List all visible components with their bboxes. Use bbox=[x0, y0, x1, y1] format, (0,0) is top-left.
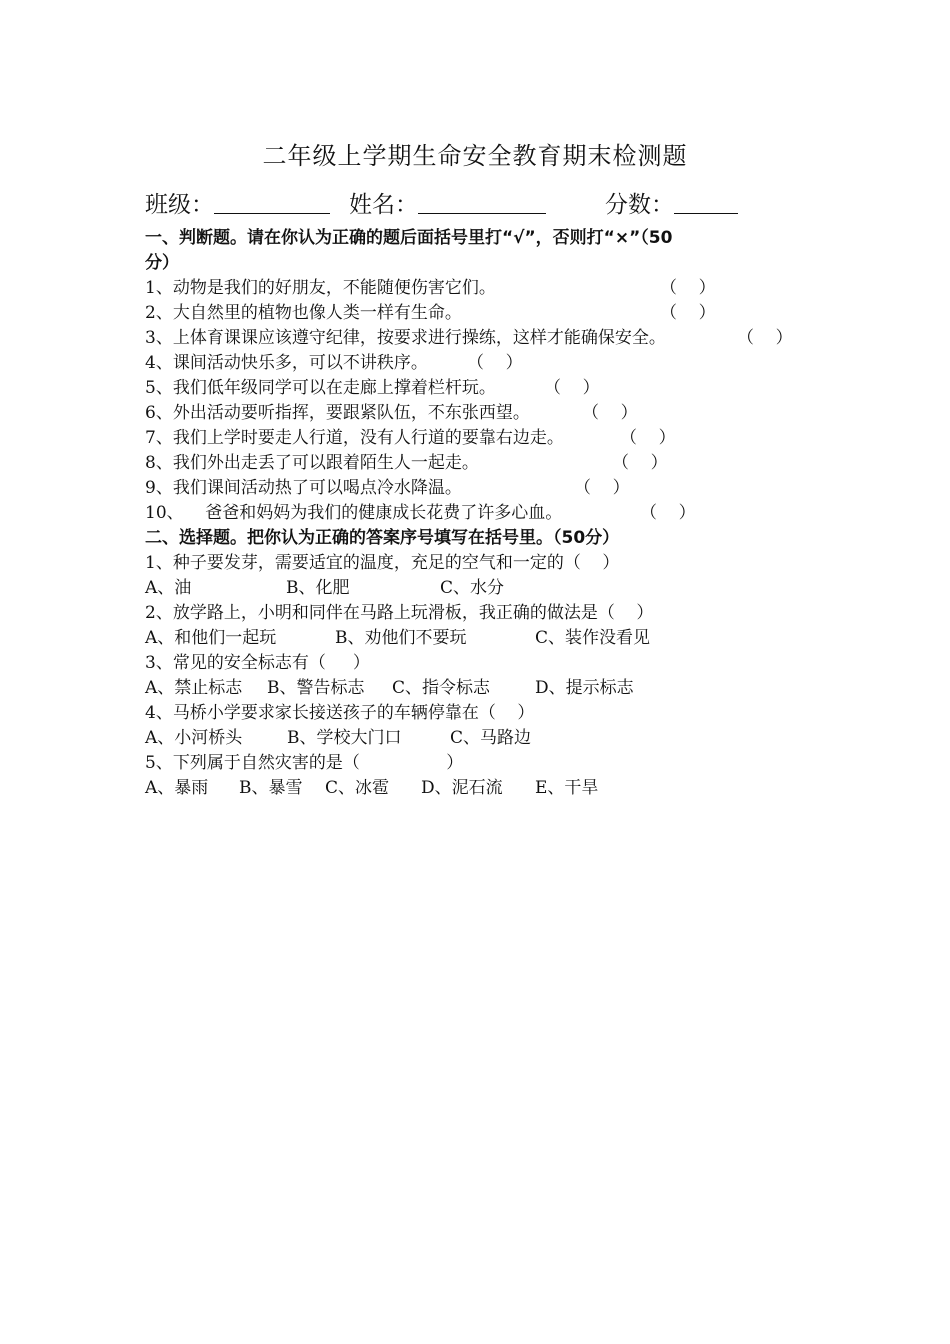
option: A、和他们一起玩 bbox=[145, 628, 277, 648]
score-blank bbox=[674, 191, 738, 214]
judge-item-8-paren: （ ） bbox=[612, 453, 668, 473]
judge-item-1: 1、动物是我们的好朋友，不能随便伤害它们。 bbox=[145, 278, 496, 298]
choice-question-3: 3、常见的安全标志有（ ） bbox=[145, 653, 370, 673]
option: A、小河桥头 bbox=[145, 728, 243, 748]
section1-heading-cont: 分） bbox=[145, 253, 179, 273]
judge-item-8: 8、我们外出走丢了可以跟着陌生人一起走。 bbox=[145, 453, 479, 473]
option: C、水分 bbox=[440, 578, 505, 598]
choice-question-1: 1、种子要发芽，需要适宜的温度，充足的空气和一定的（ ） bbox=[145, 553, 620, 573]
judge-item-5: 5、我们低年级同学可以在走廊上撑着栏杆玩。 bbox=[145, 378, 496, 398]
option: D、提示标志 bbox=[535, 678, 634, 698]
option: B、化肥 bbox=[286, 578, 350, 598]
option: C、冰雹 bbox=[325, 778, 390, 798]
option: C、装作没看见 bbox=[535, 628, 651, 648]
class-field bbox=[145, 186, 330, 219]
judge-item-9: 9、我们课间活动热了可以喝点冷水降温。 bbox=[145, 478, 462, 498]
judge-item-2: 2、大自然里的植物也像人类一样有生命。 bbox=[145, 303, 462, 323]
student-info-row bbox=[145, 186, 805, 220]
judge-item-3-paren: （ ） bbox=[737, 328, 793, 348]
option: B、劝他们不要玩 bbox=[335, 628, 467, 648]
judge-item-6-paren: （ ） bbox=[582, 403, 638, 423]
name-field bbox=[349, 186, 546, 219]
judge-item-1-paren: （ ） bbox=[660, 278, 716, 298]
score-label: 分数： bbox=[605, 192, 674, 218]
option: A、禁止标志 bbox=[145, 678, 243, 698]
choice-question-1-options bbox=[145, 576, 805, 600]
option: B、警告标志 bbox=[267, 678, 365, 698]
judge-item-6: 6、外出活动要听指挥，要跟紧队伍，不东张西望。 bbox=[145, 403, 530, 423]
name-blank bbox=[418, 191, 546, 214]
option: D、泥石流 bbox=[421, 778, 503, 798]
choice-question-4-options bbox=[145, 726, 805, 750]
option: B、学校大门口 bbox=[287, 728, 402, 748]
judge-item-2-paren: （ ） bbox=[660, 303, 716, 323]
judge-item-9-paren: （ ） bbox=[574, 478, 630, 498]
option: B、暴雪 bbox=[239, 778, 303, 798]
judge-item-4-paren: （ ） bbox=[467, 353, 523, 373]
judge-item-5-paren: （ ） bbox=[544, 378, 600, 398]
judge-item-7: 7、我们上学时要走人行道，没有人行道的要靠右边走。 bbox=[145, 428, 564, 448]
class-label: 班级： bbox=[145, 192, 214, 218]
choice-question-4: 4、马桥小学要求家长接送孩子的车辆停靠在（ ） bbox=[145, 703, 535, 723]
judge-item-10: 10、 爸爸和妈妈为我们的健康成长花费了许多心血。 bbox=[145, 503, 563, 523]
judge-item-3: 3、上体育课课应该遵守纪律，按要求进行操练，这样才能确保安全。 bbox=[145, 328, 666, 348]
option: C、指令标志 bbox=[392, 678, 491, 698]
option: A、油 bbox=[145, 578, 192, 598]
score-field bbox=[605, 186, 738, 219]
option: C、马路边 bbox=[450, 728, 532, 748]
page-title: 二年级上学期生命安全教育期末检测题 bbox=[262, 142, 688, 170]
choice-question-2-options bbox=[145, 626, 805, 650]
judge-item-7-paren: （ ） bbox=[620, 428, 676, 448]
name-label: 姓名： bbox=[349, 192, 418, 218]
choice-question-5-options bbox=[145, 776, 805, 800]
choice-question-5: 5、下列属于自然灾害的是（ ） bbox=[145, 753, 464, 773]
choice-question-2: 2、放学路上，小明和同伴在马路上玩滑板，我正确的做法是（ ） bbox=[145, 603, 654, 623]
option: A、暴雨 bbox=[145, 778, 209, 798]
judge-item-10-paren: （ ） bbox=[640, 503, 696, 523]
judge-item-4: 4、课间活动快乐多，可以不讲秩序。 bbox=[145, 353, 428, 373]
section1-heading: 一、判断题。请在你认为正确的题后面括号里打“√”，否则打“×”（50 bbox=[145, 228, 673, 248]
choice-question-3-options bbox=[145, 676, 805, 700]
class-blank bbox=[214, 191, 330, 214]
option: E、干旱 bbox=[535, 778, 599, 798]
section2-heading: 二、选择题。把你认为正确的答案序号填写在括号里。（50分） bbox=[145, 528, 620, 548]
